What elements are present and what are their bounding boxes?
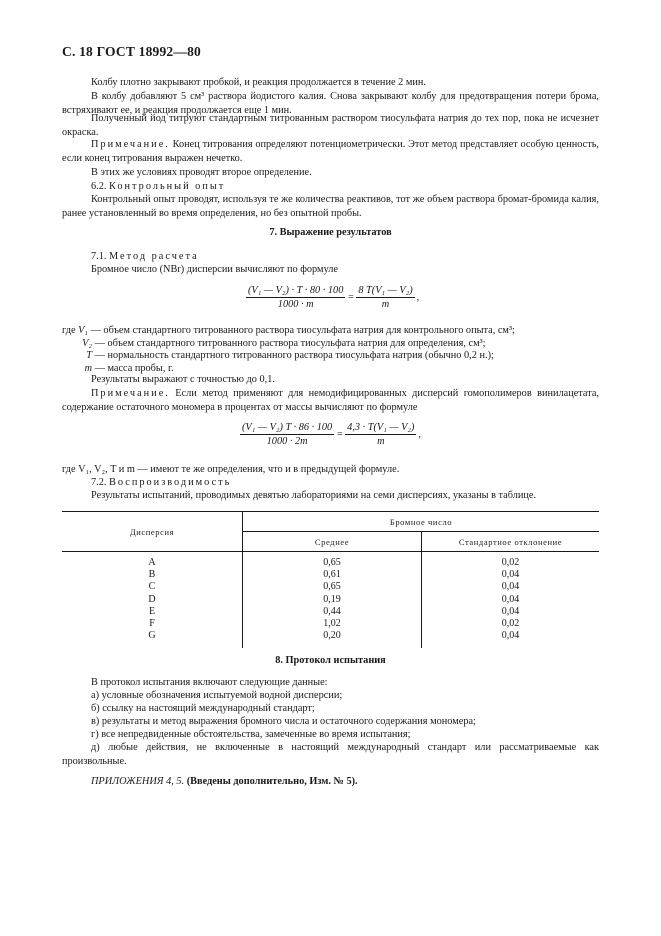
page-header: С. 18 ГОСТ 18992—80 xyxy=(62,44,201,59)
formula-bromine-number: $\frac{\text{(V₁ — V₂) · T · 80 · 100}}{1000 \cdot m}$ = $\frac{\text{8 T(V₁ — V₂)}}{m}$ , xyxy=(248,285,420,310)
formula-definitions xyxy=(62,325,599,375)
section-7-2-heading xyxy=(62,476,599,490)
section-number: 6.2. xyxy=(91,181,107,192)
col-header-std: Стандартное отклонение xyxy=(422,532,600,552)
table-row: B 0,61 0,04 xyxy=(62,569,599,581)
section-6-2-heading xyxy=(62,180,599,194)
note-label: Примечание. xyxy=(91,388,170,399)
paragraph: Результаты выражают с точностью до 0,1. xyxy=(91,374,275,385)
fraction-left: $\frac{\text{(V₁ — V₂) · T · 80 · 100}}{1000 \cdot m}$ xyxy=(248,285,344,310)
section-title: Воспроизводимость xyxy=(109,477,232,488)
table-row: E 0,44 0,04 xyxy=(62,605,599,617)
note-text: Если метод применяют для немодифицированных дисперсий гомополимеров винилацетата, содержание остаточного мономера в процентах от массы вычисляют по формуле xyxy=(62,388,599,413)
col-header-mean: Среднее xyxy=(243,532,422,552)
appendix-note: ПРИЛОЖЕНИЯ 4, 5. (Введены дополнительно, Изм. № 5). xyxy=(91,776,358,787)
section-title: Контрольный опыт xyxy=(109,181,226,192)
paragraph: В колбу добавляют 5 см³ раствора йодистого калия. Снова закрывают колбу для предотвращения потери брома, встряхивают ее, и реакция продолжается еще 1 мин. xyxy=(62,91,599,116)
paragraph: Полученный йод титруют стандартным титрованным раствором тиосульфата натрия до тех пор, пока не исчезнет окраска. xyxy=(62,113,599,138)
col-header-bromine-number: Бромное число xyxy=(243,512,600,532)
note-label: Примечание. xyxy=(91,139,170,150)
definition-row: где V₁ — объем стандартного титрованного раствора тиосульфата натрия для контрольного опыта, см³; xyxy=(62,325,515,336)
note-2 xyxy=(62,387,599,415)
table-row: D 0,19 0,04 xyxy=(62,593,599,605)
paragraph: Колбу плотно закрывают пробкой, и реакция продолжается в течение 2 мин. xyxy=(91,77,426,88)
fraction-right: $\frac{\text{8 T(V₁ — V₂)}}{m}$ xyxy=(358,285,413,310)
fraction-right: $\frac{\text{4,3 · T(V₁ — V₂)}}{m}$ xyxy=(347,422,415,447)
definition-row: m — масса пробы, г. xyxy=(84,362,174,374)
paragraph: В протокол испытания включают следующие данные: xyxy=(91,677,328,688)
paragraph: Контрольный опыт проводят, используя те же количества реактивов, тот же объем раствора бромат-бромида калия, ранее установленный во время определения, но без опытной пробы. xyxy=(62,194,599,219)
table-row: A 0,65 0,02 xyxy=(62,557,599,569)
list-item: д) любые действия, не включенные в настоящий международный стандарт или рассматриваемые как произвольные. xyxy=(62,742,599,767)
col-header-dispersion: Дисперсия xyxy=(62,512,243,552)
table-row: G 0,20 0,04 xyxy=(62,630,599,642)
fraction-left: $\frac{\text{(V₁ — V₂) T · 86 · 100}}{1000 \cdot 2m}$ xyxy=(242,422,333,447)
list-item: а) условные обозначения испытуемой водной дисперсии; xyxy=(91,690,343,701)
definition-row: T — нормальность стандартного титрованного раствора тиосульфата натрия (обычно 0,2 н.); xyxy=(86,350,494,361)
paragraph: где V₁, V₂, T и m — имеют те же определения, что и в предыдущей формуле. xyxy=(62,464,400,475)
definition-row: V₂ — объем стандартного титрованного раствора тиосульфата натрия для определения, см³; xyxy=(82,337,486,349)
results-table xyxy=(62,511,599,648)
section-number: 7.1. xyxy=(91,251,107,262)
note-text: Конец титрования определяют потенциометрически. Этот метод представляет особую ценность, если конец титрования выражен нечетко. xyxy=(62,139,599,164)
section-7-heading: 7. Выражение результатов xyxy=(269,227,392,238)
table-row: F 1,02 0,02 xyxy=(62,617,599,629)
list-item: в) результаты и метод выражения бромного числа и остаточного содержания мономера; xyxy=(91,716,476,727)
section-number: 7.2. xyxy=(91,477,107,488)
list-item: г) все непредвиденные обстоятельства, замеченные во время испытания; xyxy=(91,729,411,740)
paragraph: Результаты испытаний, проводимых девятью лабораториями на семи дисперсиях, указаны в таблице. xyxy=(91,490,537,501)
formula-residual-monomer: $\frac{\text{(V₁ — V₂) T · 86 · 100}}{1000 \cdot 2m}$ = $\frac{\text{4,3 · T(V₁ — V₂)}}{m}$ , xyxy=(242,422,421,447)
paragraph: В этих же условиях проводят второе определение. xyxy=(91,167,312,178)
paragraph: Бромное число (NBr) дисперсии вычисляют по формуле xyxy=(91,264,338,275)
note-1 xyxy=(62,138,599,166)
section-7-1-heading xyxy=(62,250,599,264)
list-item: б) ссылку на настоящий международный стандарт; xyxy=(91,703,315,714)
table-row: C 0,65 0,04 xyxy=(62,581,599,593)
section-8-heading: 8. Протокол испытания xyxy=(275,655,386,666)
section-title: Метод расчета xyxy=(109,251,199,262)
